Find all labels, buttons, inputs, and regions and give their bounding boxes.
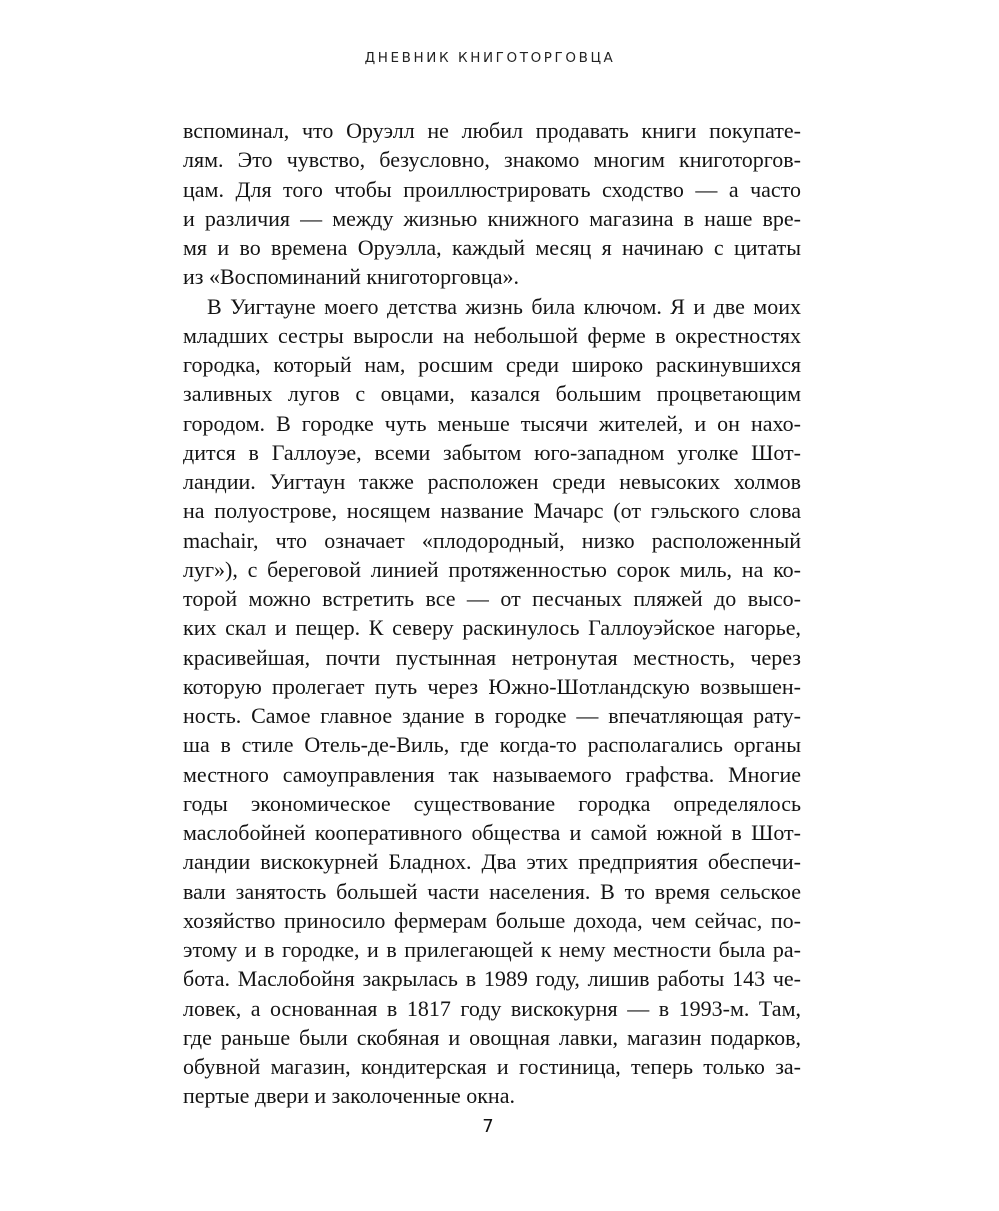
text-line: хозяйство приносило фермерам больше дохода, чем сейчас, по- (183, 907, 801, 933)
paragraph (183, 292, 801, 1111)
text-line: ловек, а основанная в 1817 году вискокурня — в 1993-м. Там, (183, 995, 801, 1021)
text-line: ша в стиле Отель-де-Виль, где когда-то располагались органы (183, 732, 801, 758)
text-line: вспоминал, что Оруэлл не любил продавать книги покупате- (183, 118, 801, 143)
text-line: на полуострове, носящем название Мачарс (от гэльского слова (183, 498, 801, 524)
text-line: мя и во времена Оруэлла, каждый месяц я начинаю с цитаты (183, 235, 801, 260)
text-line: дится в Галлоуэе, всеми забытом юго-западном уголке Шот- (183, 439, 801, 465)
text-line: местного самоуправления так называемого графства. Многие (183, 761, 801, 787)
text-line: городка, который нам, росшим среди широко раскинувшихся (183, 352, 801, 377)
body-text (183, 116, 801, 1111)
text-line: machair, что означает «плодородный, низко расположенный (183, 527, 801, 553)
text-line: В Уигтауне моего детства жизнь била ключом. Я и две моих (207, 293, 801, 319)
text-line: где раньше были скобяная и овощная лавки, магазин подарков, (183, 1024, 801, 1050)
text-line: младших сестры выросли на небольшой ферме в окрестностях (183, 322, 801, 348)
text-line: ность. Самое главное здание в городке — впечатляющая рату- (183, 703, 801, 728)
text-line: ких скал и пещер. К северу раскинулось Галлоуэйское нагорье, (183, 615, 801, 641)
text-line: обувной магазин, кондитерская и гостиница, теперь только за- (183, 1054, 801, 1079)
text-line: городом. В городке чуть меньше тысячи жителей, и он нахо- (183, 410, 801, 436)
text-line: пертые двери и заколоченные окна. (183, 1083, 515, 1109)
text-line: торой можно встретить все — от песчаных пляжей до высо- (183, 586, 801, 611)
text-line: ландии вискокурней Бладнох. Два этих предприятия обеспечи- (183, 849, 801, 875)
text-line: годы экономическое существование городка определялось (183, 790, 801, 816)
text-line: маслобойней кооперативного общества и самой южной в Шот- (183, 820, 801, 845)
text-line: бота. Маслобойня закрылась в 1989 году, лишив работы 143 че- (183, 966, 801, 992)
text-line: ландии. Уигтаун также расположен среди невысоких холмов (183, 469, 801, 494)
paragraph (183, 116, 801, 292)
text-line: из «Воспоминаний книготорговца». (183, 264, 520, 290)
text-line: луг»), с береговой линией протяженностью сорок миль, на ко- (183, 556, 801, 582)
running-header: ДНЕВНИК КНИГОТОРГОВЦА (364, 50, 616, 66)
text-line: и различия — между жизнью книжного магазина в наше вре- (183, 205, 801, 231)
text-line: вали занятость большей части населения. В то время сельское (183, 878, 801, 904)
text-line: которую пролегает путь через Южно-Шотландскую возвышен- (183, 673, 801, 699)
page-number: 7 (482, 1116, 494, 1137)
text-line: заливных лугов с овцами, казался большим процветающим (183, 381, 801, 407)
text-line: лям. Это чувство, безусловно, знакомо многим книготоргов- (183, 147, 801, 173)
text-line: красивейшая, почти пустынная нетронутая местность, через (183, 644, 801, 670)
text-line: цам. Для того чтобы проиллюстрировать сходство — а часто (183, 176, 801, 202)
text-line: этому и в городке, и в прилегающей к нему местности была ра- (183, 937, 801, 962)
